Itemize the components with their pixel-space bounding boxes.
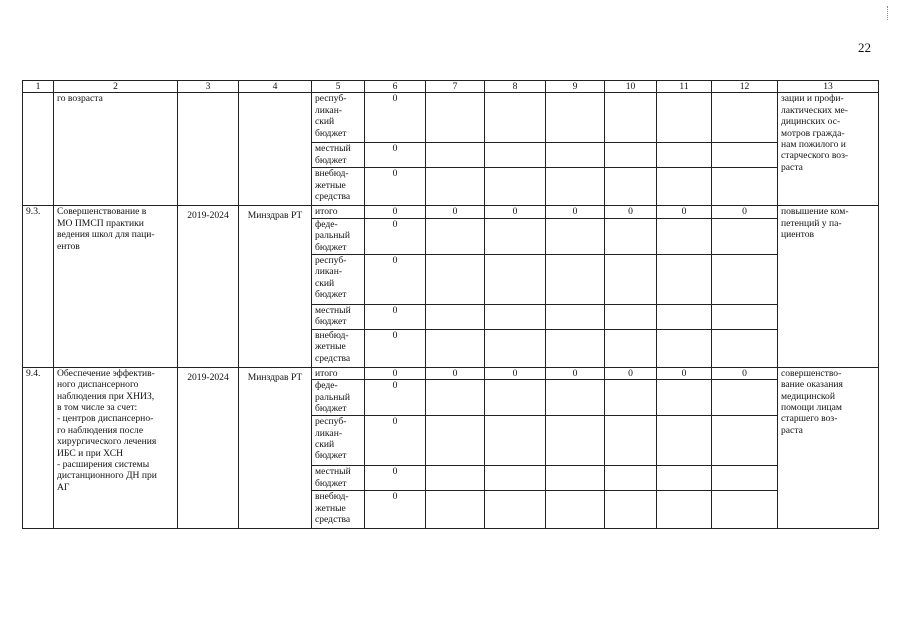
funding-source: внебюд- жетные средства (312, 329, 365, 367)
period-cell (178, 93, 239, 206)
funding-source: внебюд- жетные средства (312, 168, 365, 206)
executor-cell: Минздрав РТ (239, 367, 312, 528)
item-number (23, 93, 54, 206)
expected-result: повышение ком- петенций у па- циентов (778, 206, 879, 367)
measure-name: Обеспечение эффектив- ного диспансерного наблюдения при ХНИЗ, в том числе за счет: - центров диспансерно- го наблюдения после хирургического лечения ИБС и при ХСН - расширения системы дистанционного ДН при АГ (54, 367, 178, 528)
amount-cell: 0 (365, 143, 426, 168)
col-header: 1 (23, 81, 54, 93)
funding-source-total: итого (312, 367, 365, 379)
amount-cell: 0 (365, 93, 426, 143)
col-header: 4 (239, 81, 312, 93)
funding-source: местный бюджет (312, 304, 365, 329)
col-header: 5 (312, 81, 365, 93)
amount-cell: 0 (365, 380, 426, 416)
col-header: 3 (178, 81, 239, 93)
funding-source: феде- ральный бюджет (312, 218, 365, 254)
total-cell: 0 (485, 206, 546, 218)
funding-source: респуб- ликан- ский бюджет (312, 93, 365, 143)
total-cell: 0 (605, 206, 657, 218)
col-header: 8 (485, 81, 546, 93)
col-header: 2 (54, 81, 178, 93)
col-header: 11 (657, 81, 712, 93)
table-row (23, 367, 879, 379)
expected-result: зации и профи- лактических ме- дицинских ос- мотров гражда- нам пожилого и старческого воз- раста (778, 93, 879, 206)
executor-cell: Минздрав РТ (239, 206, 312, 367)
amount-cell: 0 (365, 304, 426, 329)
page-number: 22 (858, 40, 871, 55)
measure-name: Совершенствование в МО ПМСП практики ведения школ для паци- ентов (54, 206, 178, 367)
period-cell: 2019-2024 (178, 367, 239, 528)
col-header: 6 (365, 81, 426, 93)
amount-cell: 0 (365, 254, 426, 304)
measure-name: го возраста (54, 93, 178, 206)
total-cell: 0 (657, 206, 712, 218)
expected-result: совершенство- вание оказания медицинской помощи лицам старшего воз- раста (778, 367, 879, 528)
item-number: 9.3. (23, 206, 54, 367)
budget-table (22, 80, 879, 529)
amount-cell: 0 (365, 416, 426, 466)
amount-cell: 0 (365, 218, 426, 254)
total-cell: 0 (712, 367, 778, 379)
funding-source: местный бюджет (312, 143, 365, 168)
col-header: 9 (546, 81, 605, 93)
column-number-row (23, 81, 879, 93)
funding-source: респуб- ликан- ский бюджет (312, 416, 365, 466)
total-cell: 0 (426, 367, 485, 379)
table-row (23, 206, 879, 218)
funding-source: местный бюджет (312, 466, 365, 491)
total-cell: 0 (712, 206, 778, 218)
funding-source-total: итого (312, 206, 365, 218)
total-cell: 0 (605, 367, 657, 379)
item-number: 9.4. (23, 367, 54, 528)
amount-cell: 0 (365, 466, 426, 491)
executor-cell (239, 93, 312, 206)
col-header: 10 (605, 81, 657, 93)
funding-source: респуб- ликан- ский бюджет (312, 254, 365, 304)
total-cell: 0 (546, 367, 605, 379)
col-header: 12 (712, 81, 778, 93)
total-cell: 0 (657, 367, 712, 379)
total-cell: 0 (365, 206, 426, 218)
amount-cell: 0 (365, 168, 426, 206)
total-cell: 0 (426, 206, 485, 218)
col-header: 13 (778, 81, 879, 93)
funding-source: феде- ральный бюджет (312, 380, 365, 416)
table-row (23, 93, 879, 143)
total-cell: 0 (365, 367, 426, 379)
funding-source: внебюд- жетные средства (312, 491, 365, 529)
amount-cell: 0 (365, 491, 426, 529)
col-header: 7 (426, 81, 485, 93)
total-cell: 0 (485, 367, 546, 379)
period-cell: 2019-2024 (178, 206, 239, 367)
total-cell: 0 (546, 206, 605, 218)
scan-corner-mark (887, 6, 890, 20)
amount-cell: 0 (365, 329, 426, 367)
